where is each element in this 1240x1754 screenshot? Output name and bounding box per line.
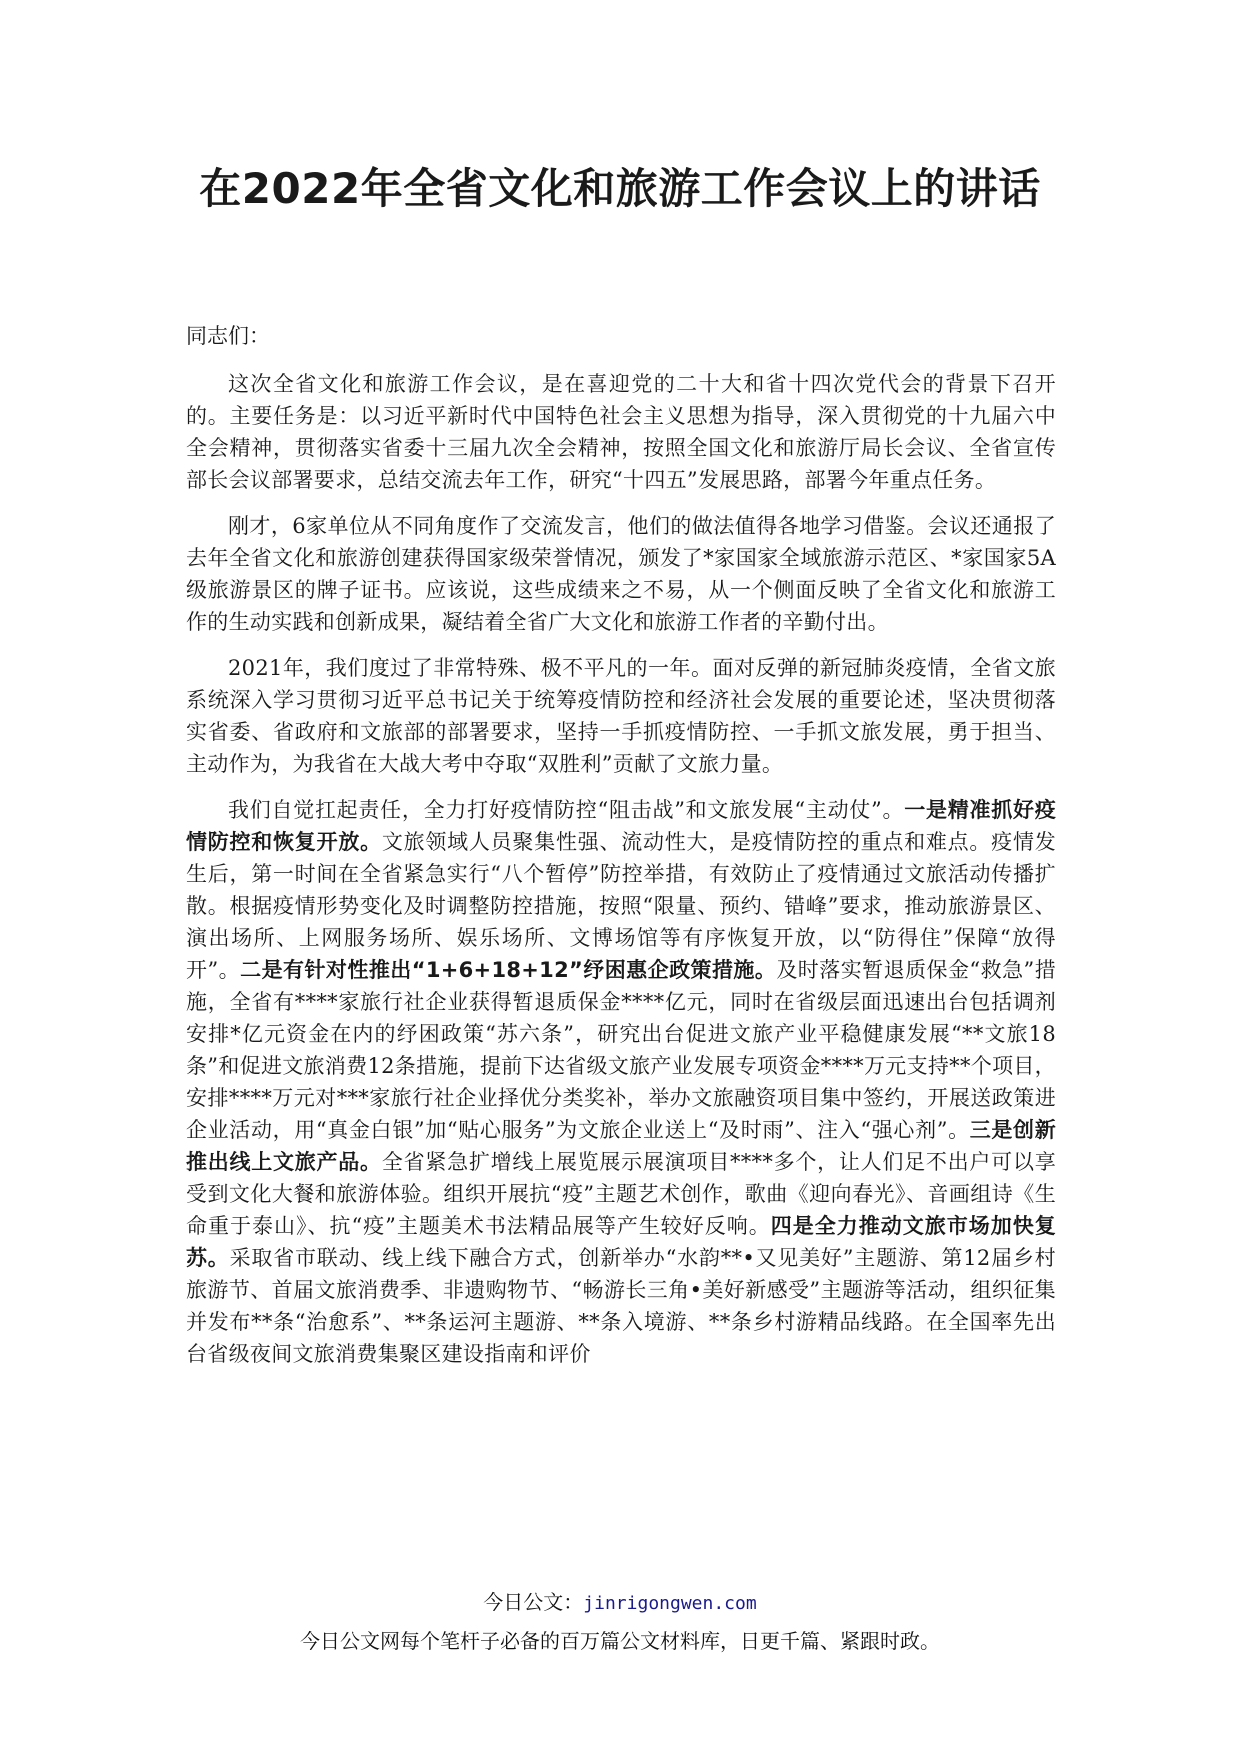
bold-heading-run: 三是创新推出线上文旅产品。: [186, 1118, 1056, 1174]
text-run: 全省紧急扩增线上展览展示展演项目****多个，让人们足不出户可以享受到文化大餐和旅游体验。组织开展抗“疫”主题艺术创作，歌曲《迎向春光》、音画组诗《生命重于泰山》、抗“疫”主题美术书法精品展等产生较好反响。: [186, 1150, 1056, 1238]
text-run: 采取省市联动、线上线下融合方式，创新举办“水韵**•又见美好”主题游、第12届乡村旅游节、首届文旅消费季、非遗购物节、“畅游长三角•美好新感受”主题游等活动，组织征集并发布**条“治愈系”、**条运河主题游、**条入境游、**条乡村游精品线路。在全国率先出台省级夜间文旅消费集聚区建设指南和评价: [186, 1246, 1056, 1366]
bold-heading-run: 一是精准抓好疫情防控和恢复开放。: [186, 798, 1056, 854]
footer-site-link[interactable]: jinrigongwen.com: [583, 1593, 757, 1614]
footer-site-line: [0, 1587, 1240, 1619]
page-footer: [0, 1587, 1240, 1657]
text-run: 这次全省文化和旅游工作会议，是在喜迎党的二十大和省十四次党代会的背景下召开的。主要任务是：以习近平新时代中国特色社会主义思想为指导，深入贯彻党的十九届六中全会精神，贯彻落实省委十三届九次全会精神，按照全国文化和旅游厅局长会议、全省宣传部长会议部署要求，总结交流去年工作，研究“十四五”发展思路，部署今年重点任务。: [186, 372, 1056, 492]
bold-heading-run: 四是全力推动文旅市场加快复苏。: [186, 1214, 1056, 1270]
body-paragraph: [186, 652, 1056, 780]
text-run: 2021年，我们度过了非常特殊、极不平凡的一年。面对反弹的新冠肺炎疫情，全省文旅系统深入学习贯彻习近平总书记关于统筹疫情防控和经济社会发展的重要论述，坚决贯彻落实省委、省政府和文旅部的部署要求，坚持一手抓疫情防控、一手抓文旅发展，勇于担当、主动作为，为我省在大战大考中夺取“双胜利”贡献了文旅力量。: [186, 656, 1056, 776]
body-paragraph: [186, 368, 1056, 496]
text-run: 我们自觉扛起责任，全力打好疫情防控“阻击战”和文旅发展“主动仗”。: [228, 798, 905, 822]
paragraph-list: [186, 368, 1056, 1370]
text-run: 及时落实暂退质保金“救急”措施，全省有****家旅行社企业获得暂退质保金****亿元，同时在省级层面迅速出台包括调剂安排*亿元资金在内的纾困政策“苏六条”，研究出台促进文旅产业平稳健康发展“**文旅18条”和促进文旅消费12条措施，提前下达省级文旅产业发展专项资金****万元支持**个项目，安排****万元对***家旅行社企业择优分类奖补，举办文旅融资项目集中签约，开展送政策进企业活动，用“真金白银”加“贴心服务”为文旅企业送上“及时雨”、注入“强心剂”。: [186, 958, 1057, 1142]
body-paragraph: [186, 794, 1056, 1370]
text-run: 文旅领域人员聚集性强、流动性大，是疫情防控的重点和难点。疫情发生后，第一时间在全省紧急实行“八个暂停”防控举措，有效防止了疫情通过文旅活动传播扩散。根据疫情形势变化及时调整防控措施，按照“限量、预约、错峰”要求，推动旅游景区、演出场所、上网服务场所、娱乐场所、文博场馆等有序恢复开放，以“防得住”保障“放得开”。: [186, 830, 1057, 982]
bold-heading-run: 二是有针对性推出“1+6+18+12”纾困惠企政策措施。: [240, 958, 777, 982]
document-title: 在2022年全省文化和旅游工作会议上的讲话: [199, 164, 1041, 213]
body-paragraph: [186, 510, 1056, 638]
document-body: [186, 318, 1056, 1384]
salutation: 同志们：: [186, 324, 270, 348]
footer-site-label: 今日公文：: [483, 1590, 584, 1614]
footer-slogan: 今日公文网每个笔杆子必备的百万篇公文材料库，日更千篇、紧跟时政。: [300, 1629, 940, 1653]
text-run: 刚才，6家单位从不同角度作了交流发言，他们的做法值得各地学习借鉴。会议还通报了去年全省文化和旅游创建获得国家级荣誉情况，颁发了*家国家全域旅游示范区、*家国家5A级旅游景区的牌子证书。应该说，这些成绩来之不易，从一个侧面反映了全省文化和旅游工作的生动实践和创新成果，凝结着全省广大文化和旅游工作者的辛勤付出。: [186, 514, 1056, 634]
